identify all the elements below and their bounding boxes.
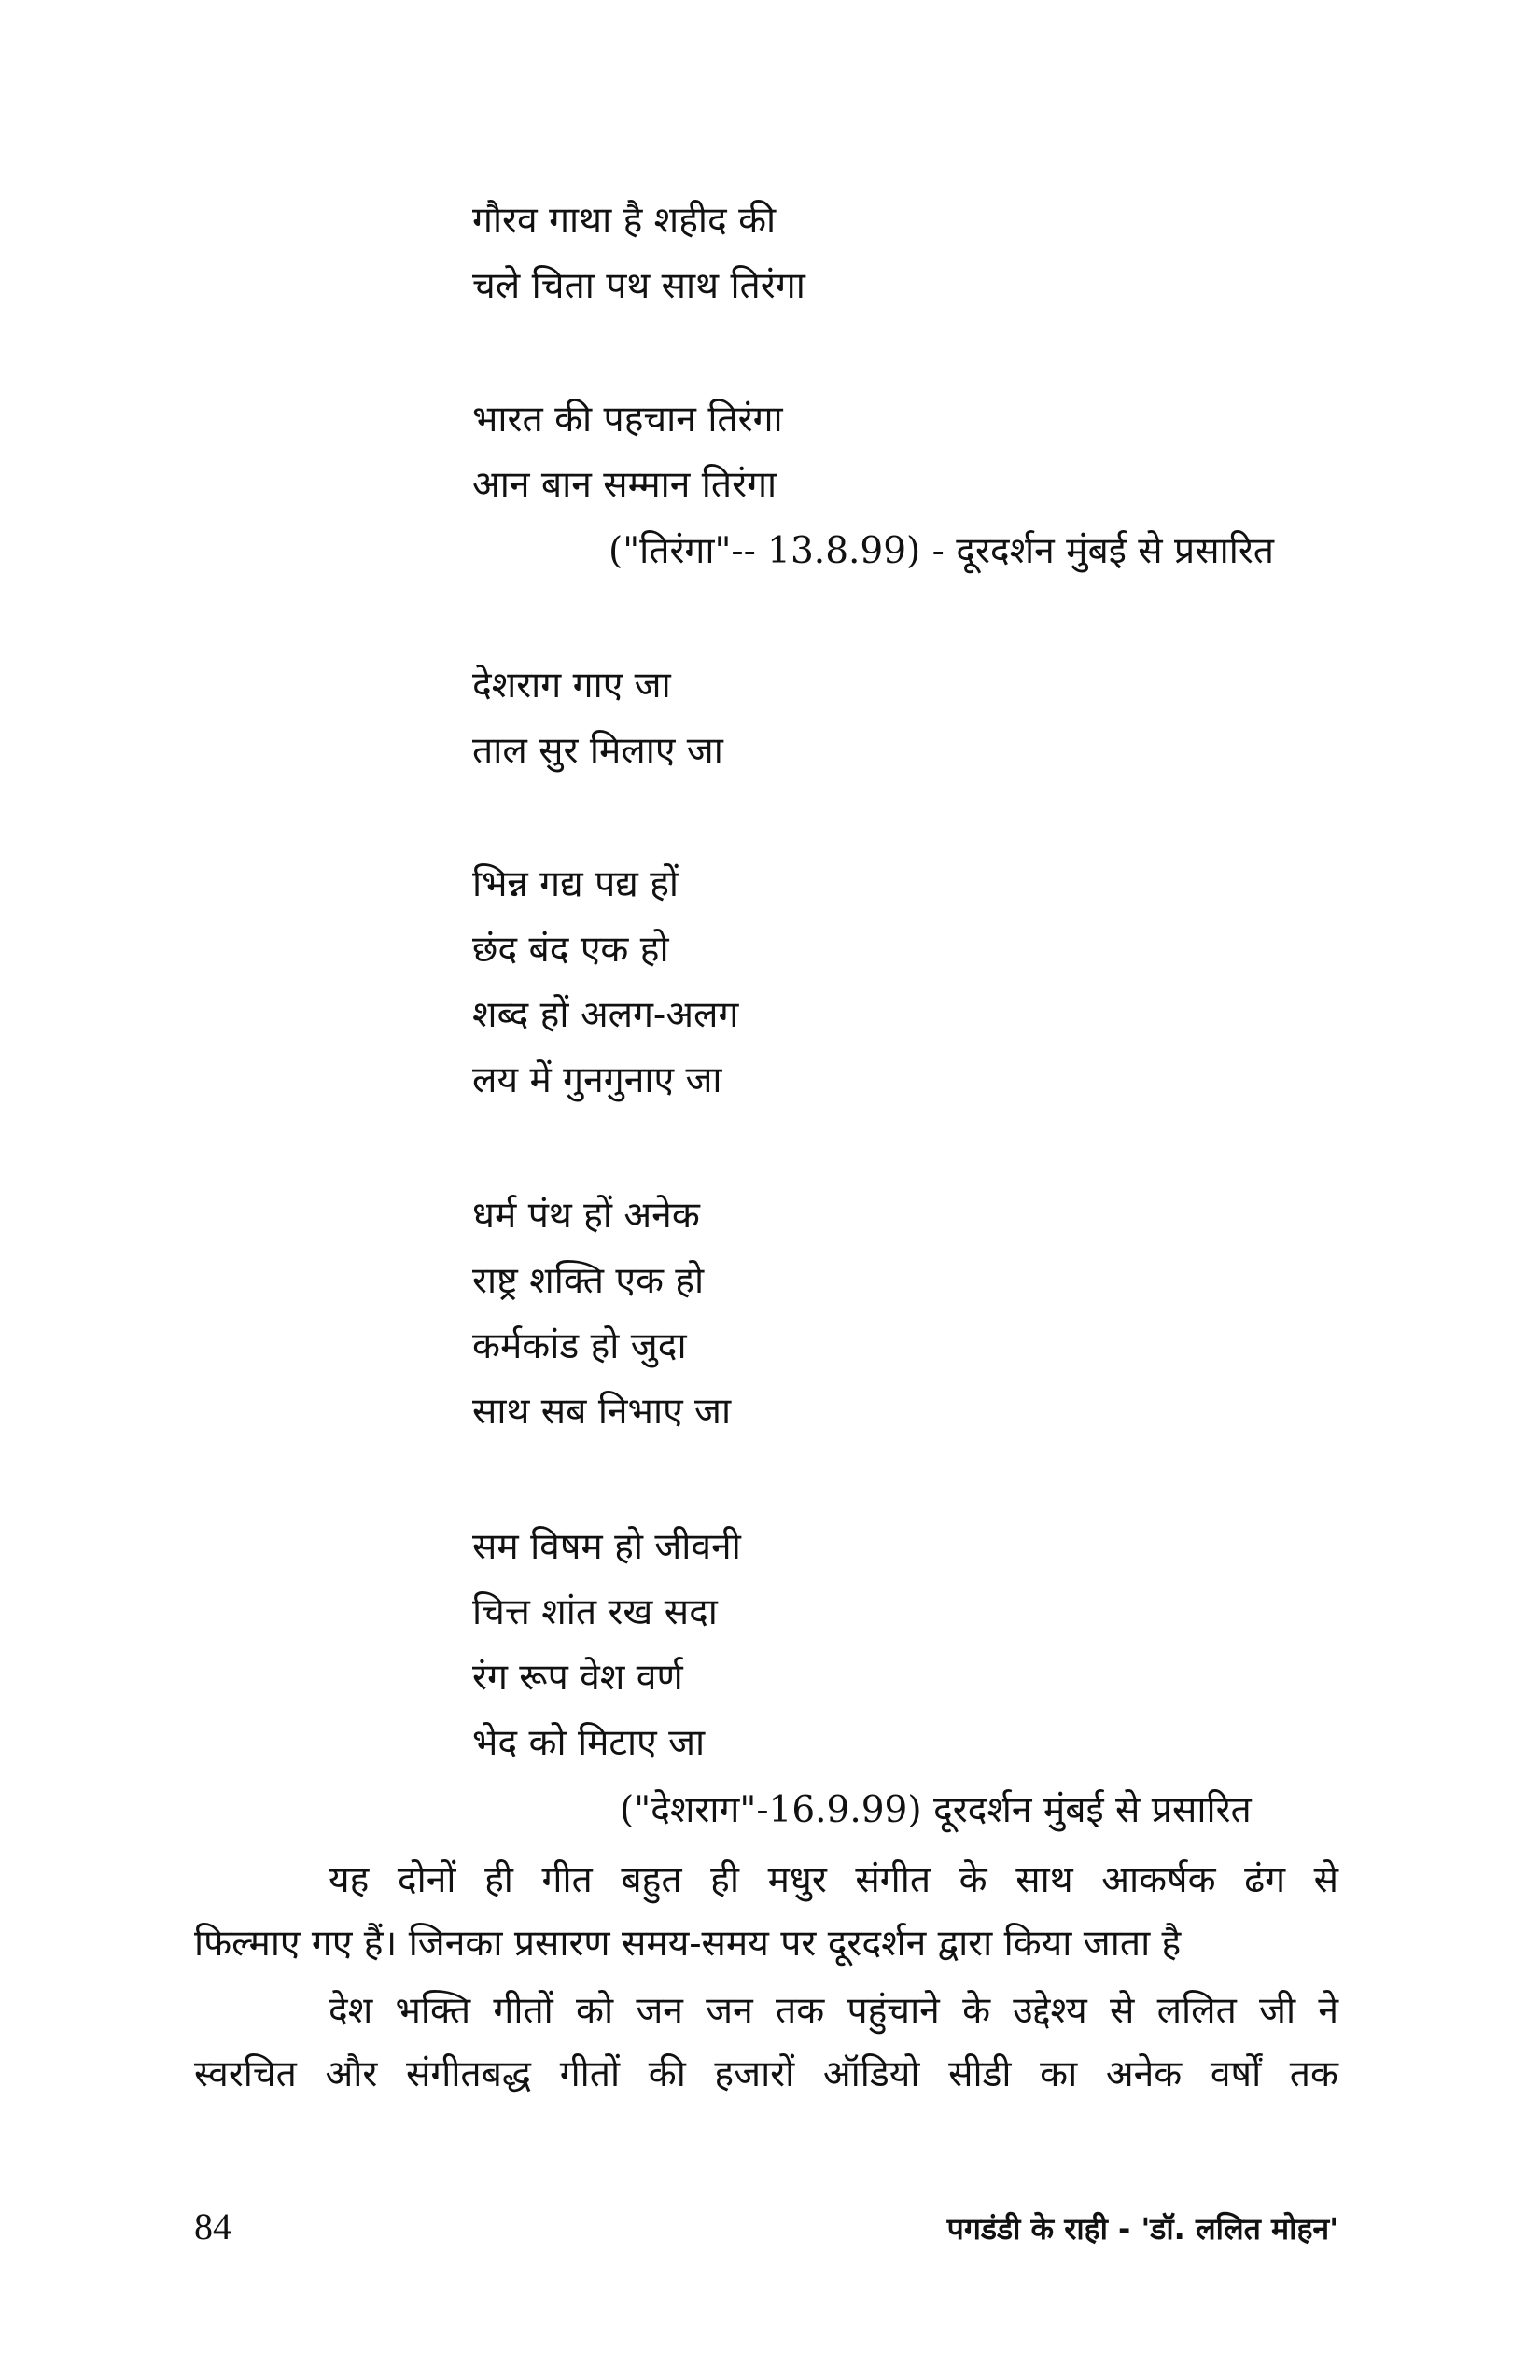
paragraph-line: फिल्माए गए हैं। जिनका प्रसारण समय-समय पर दूरदर्शन द्वारा किया जाता है [194,1923,1182,1965]
running-footer-title: पगडंडी के राही - 'डॉ. ललित मोहन' [946,2211,1338,2247]
verse-line: धर्म पंथ हों अनेक [472,1195,700,1237]
verse-line: चित्त शांत रख सदा [472,1591,718,1633]
verse-line: साथ सब निभाए जा [472,1391,732,1433]
poem-credit-deshraag: ("देशराग"-16.9.99) दूरदर्शन मुंबई से प्रसारित [620,1789,1252,1831]
paragraph-line: यह दोनों ही गीत बहुत ही मधुर संगीत के साथ आकर्षक ढंग से [329,1859,1338,1901]
paragraph-line: देश भक्ति गीतों को जन जन तक पहुंचाने के उद्देश्य से ललित जी ने [329,1990,1338,2032]
verse-line: भेद को मिटाए जा [472,1722,706,1764]
verse-line: भारत की पहचान तिरंगा [472,399,783,441]
verse-line: ताल सुर मिलाए जा [472,730,723,772]
verse-line: सम विषम हो जीवनी [472,1526,741,1568]
verse-line: राष्ट्र शक्ति एक हो [472,1260,705,1302]
verse-line: देशराग गाए जा [472,665,671,707]
verse-line: भिन्न गद्य पद्य हों [472,863,679,905]
paragraph-line: स्वरचित और संगीतबद्ध गीतों की हजारों ऑडियो सीडी का अनेक वर्षों तक [194,2053,1338,2095]
verse-line: चले चिता पथ साथ तिरंगा [472,265,805,307]
verse-line: रंग रूप वेश वर्ण [472,1657,683,1699]
verse-line: लय में गुनगुनाए जा [472,1059,722,1101]
verse-line: शब्द हों अलग-अलग [472,994,739,1036]
page-number: 84 [194,2205,231,2247]
poem-credit-tiranga: ("तिरंगा"-- 13.8.99) - दूरदर्शन मुंबई से प्रसारित [609,530,1274,572]
verse-line: गौरव गाथा है शहीद की [472,200,777,242]
verse-line: छंद बंद एक हो [472,929,669,971]
verse-line: आन बान सम्मान तिरंगा [472,464,777,506]
verse-line: कर्मकांड हो जुदा [472,1325,687,1367]
